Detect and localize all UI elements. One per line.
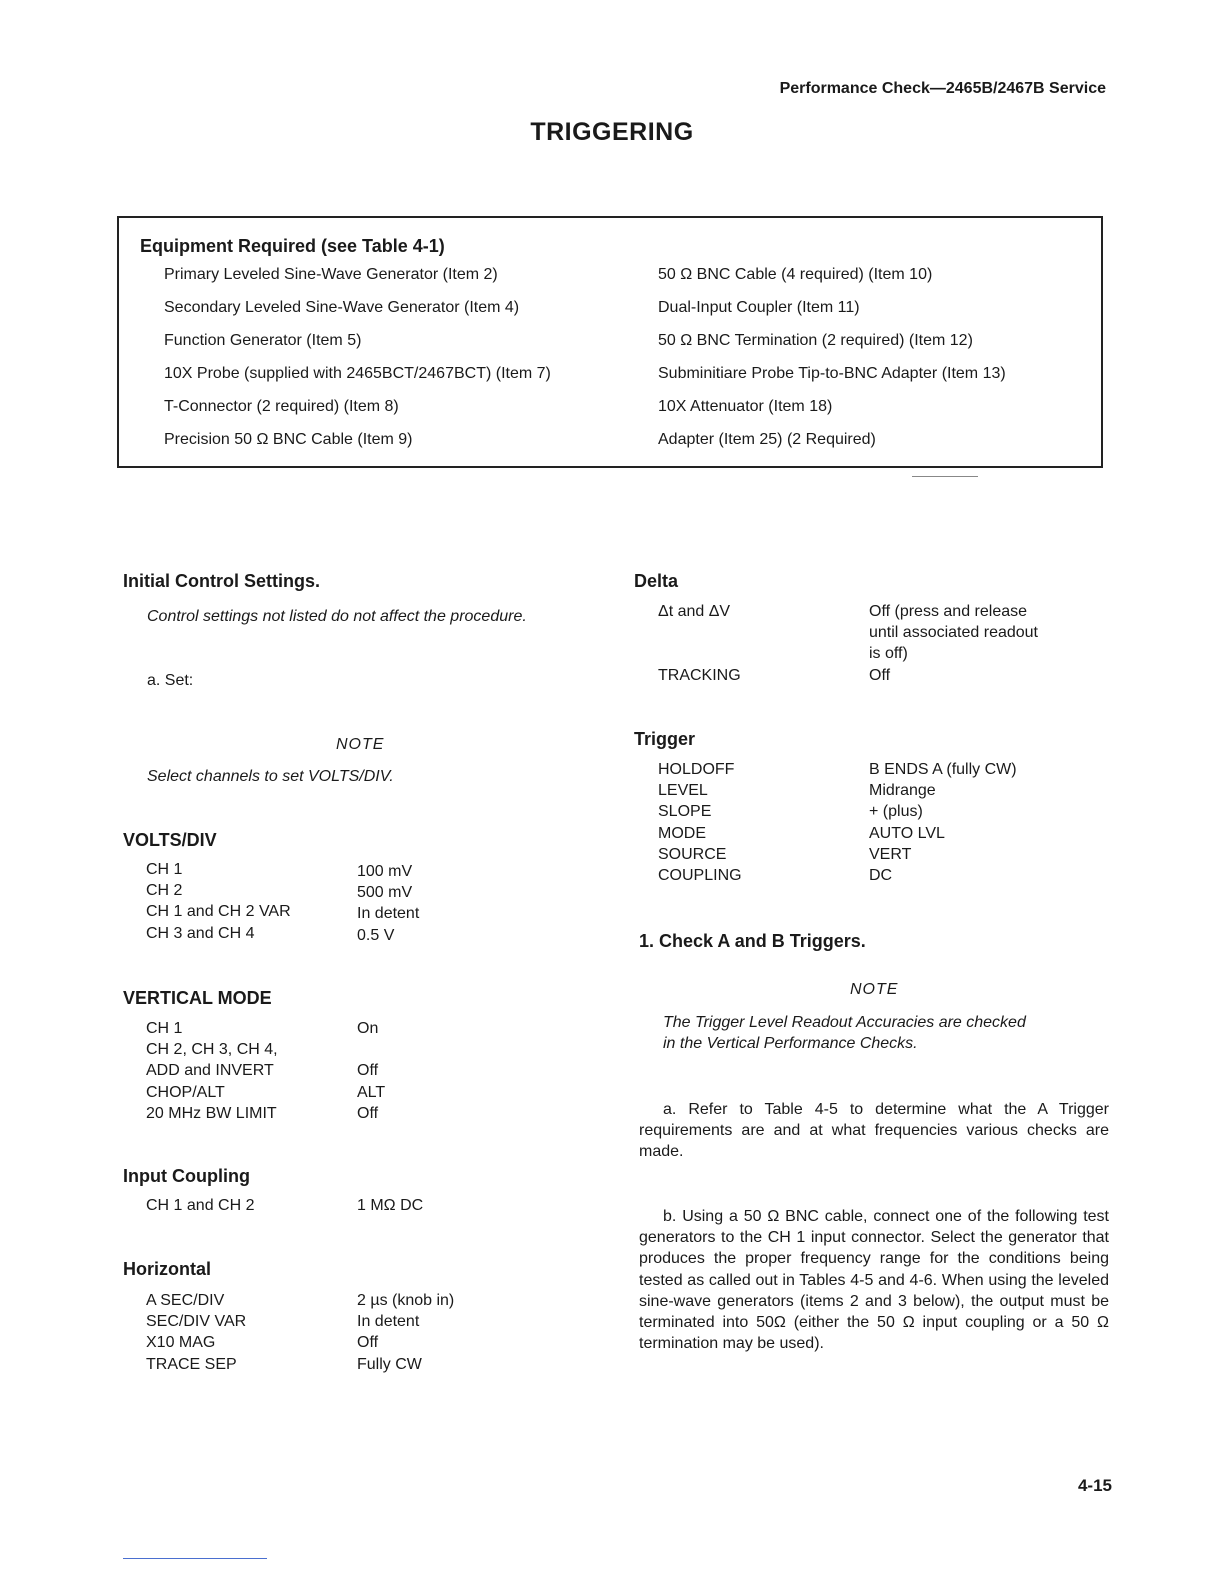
setting-value: On — [357, 1020, 379, 1037]
page-number: 4-15 — [1077, 1476, 1112, 1495]
setting-label: A SEC/DIV — [146, 1292, 225, 1309]
setting-value: DC — [869, 867, 893, 885]
setting-label: CH 2, CH 3, CH 4, — [146, 1041, 278, 1059]
setting-value: ALT — [357, 1083, 386, 1101]
initial-settings-intro: Control settings not listed do not affect the procedure. — [147, 608, 527, 625]
setting-value: In detent — [357, 1313, 420, 1331]
volts-div-labels — [146, 859, 291, 944]
setting-value: VERT — [869, 845, 912, 863]
setting-value: 0.5 V — [357, 926, 395, 944]
note-text: Select channels to set VOLTS/DIV. — [147, 768, 394, 785]
setting-label: CH 1 — [146, 1020, 183, 1037]
equipment-item: 10X Probe (supplied with 2465BCT/2467BCT) (Item 7) — [164, 365, 551, 382]
equipment-item: Secondary Leveled Sine-Wave Generator (Item 4) — [164, 299, 520, 316]
note-text: The Trigger Level Readout Accuracies are checked — [663, 1014, 1026, 1031]
delta-values — [869, 601, 1038, 686]
step-a-set: a. Set: — [147, 672, 194, 689]
setting-value: Off — [357, 1062, 379, 1080]
page-title: TRIGGERING — [530, 118, 694, 146]
setting-value: Off (press and release — [869, 603, 1028, 620]
equipment-heading: Equipment Required (see Table 4-1) — [140, 236, 445, 256]
setting-value: is off) — [869, 645, 908, 663]
setting-value: until associated readout — [869, 624, 1038, 642]
horizontal-labels — [146, 1290, 246, 1375]
equipment-item: 10X Attenuator (Item 18) — [658, 398, 833, 415]
setting-label: LEVEL — [658, 782, 708, 800]
setting-label: CH 1 and CH 2 — [146, 1197, 255, 1214]
equipment-item: Primary Leveled Sine-Wave Generator (Item 2) — [164, 266, 498, 283]
note-label: NOTE — [850, 981, 899, 998]
setting-label: CH 3 and CH 4 — [146, 924, 255, 942]
vertical-mode-values — [357, 1018, 385, 1124]
trigger-values — [869, 759, 1017, 886]
setting-value — [357, 1039, 385, 1060]
setting-label: COUPLING — [658, 867, 742, 885]
setting-label: TRACKING — [658, 666, 741, 684]
setting-label: SEC/DIV VAR — [146, 1313, 247, 1331]
setting-value: Fully CW — [357, 1355, 422, 1373]
setting-label: SOURCE — [658, 845, 727, 863]
trigger-labels — [658, 759, 742, 886]
delta-heading: Delta — [634, 571, 679, 591]
volts-div-heading: VOLTS/DIV — [123, 830, 217, 850]
setting-label: CH 1 — [146, 861, 183, 878]
running-header: Performance Check—2465B/2467B Service — [779, 80, 1106, 97]
setting-label: 20 MHz BW LIMIT — [146, 1104, 277, 1122]
equipment-item: Dual-Input Coupler (Item 11) — [658, 299, 860, 316]
note-label: NOTE — [336, 736, 385, 753]
setting-value: 1 MΩ DC — [357, 1197, 424, 1214]
setting-label: X10 MAG — [146, 1334, 216, 1352]
setting-value: Off — [357, 1334, 379, 1352]
setting-label: Δt and ΔV — [658, 603, 731, 620]
setting-label — [658, 622, 741, 643]
equipment-item: Subminitiare Probe Tip-to-BNC Adapter (Item 13) — [658, 365, 1006, 382]
setting-value: + (plus) — [869, 803, 923, 821]
scan-mark — [123, 1558, 267, 1559]
setting-value: 2 µs (knob in) — [357, 1292, 455, 1309]
setting-value: 100 mV — [357, 863, 413, 880]
equipment-item: T-Connector (2 required) (Item 8) — [164, 398, 399, 415]
vertical-mode-labels — [146, 1018, 278, 1124]
setting-label: HOLDOFF — [658, 761, 735, 778]
setting-label: MODE — [658, 824, 706, 842]
equipment-item: Adapter (Item 25) (2 Required) — [658, 431, 876, 448]
setting-label: ADD and INVERT — [146, 1062, 274, 1080]
horizontal-values — [357, 1290, 454, 1375]
step-a-paragraph: a. Refer to Table 4-5 to determine what the A Trigger requirements are and at what frequencies various checks are made. — [639, 1101, 1109, 1161]
setting-label: CHOP/ALT — [146, 1083, 225, 1101]
note-text: in the Vertical Performance Checks. — [663, 1035, 918, 1052]
trigger-heading: Trigger — [634, 729, 696, 749]
equipment-item: Precision 50 Ω BNC Cable (Item 9) — [164, 431, 413, 448]
input-coupling-heading: Input Coupling — [123, 1166, 250, 1186]
check-heading: 1. Check A and B Triggers. — [639, 931, 866, 951]
setting-value: Off — [357, 1104, 379, 1122]
volts-div-values — [357, 861, 419, 946]
delta-labels — [658, 601, 741, 686]
setting-label: CH 2 — [146, 882, 183, 900]
vertical-mode-heading: VERTICAL MODE — [123, 988, 272, 1008]
setting-value: Off — [869, 666, 891, 684]
horizontal-heading: Horizontal — [123, 1259, 211, 1279]
setting-value: B ENDS A (fully CW) — [869, 761, 1017, 778]
equipment-item: 50 Ω BNC Cable (4 required) (Item 10) — [658, 266, 933, 283]
step-b-paragraph: b. Using a 50 Ω BNC cable, connect one of the following test generators to the CH 1 input connector. Select the generator that produces the proper frequency range for the conditions being tested as called out in Tables 4-5 and 4-6. When using the leveled sine-wave generators (items 2 and 3 below), the output must be terminated into 50Ω (either the 50 Ω input coupling or a 50 Ω termination may be used). — [639, 1208, 1109, 1353]
setting-value: AUTO LVL — [869, 824, 945, 842]
initial-settings-heading: Initial Control Settings. — [123, 571, 320, 591]
setting-value: 500 mV — [357, 884, 413, 902]
setting-label: SLOPE — [658, 803, 712, 821]
scan-mark — [912, 476, 978, 477]
equipment-item: 50 Ω BNC Termination (2 required) (Item 12) — [658, 332, 973, 349]
setting-label — [658, 643, 741, 664]
equipment-item: Function Generator (Item 5) — [164, 332, 362, 349]
setting-value: In detent — [357, 905, 420, 923]
setting-value: Midrange — [869, 782, 936, 800]
setting-label: CH 1 and CH 2 VAR — [146, 903, 291, 921]
setting-label: TRACE SEP — [146, 1355, 237, 1373]
